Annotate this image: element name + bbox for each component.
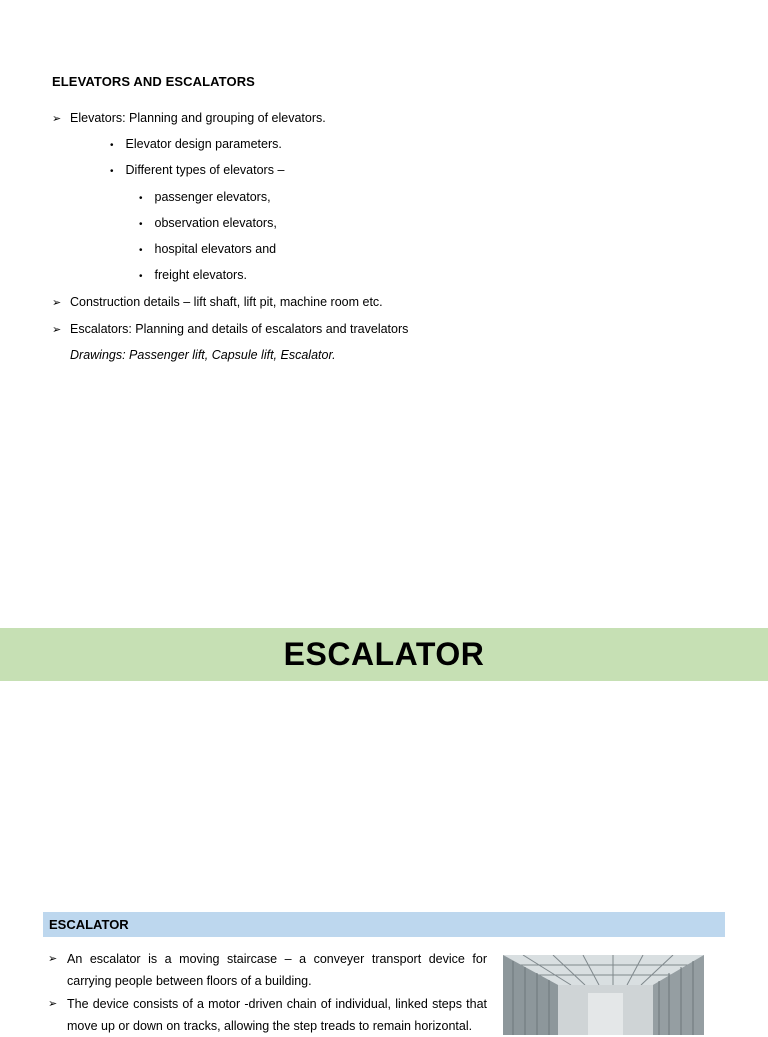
list-item — [52, 110, 326, 127]
list-item-text: passenger elevators, — [154, 190, 271, 204]
bullet-icon: • — [110, 166, 114, 177]
list-item — [139, 215, 277, 233]
section-header-bar — [43, 912, 725, 937]
escalator-photo — [503, 955, 704, 1035]
bullet-icon: • — [139, 271, 143, 282]
bullet-icon: • — [139, 219, 143, 230]
drawings-note: Drawings: Passenger lift, Capsule lift, Escalator. — [70, 348, 336, 362]
list-item-text: Construction details – lift shaft, lift pit, machine room etc. — [70, 295, 383, 309]
page-title: ELEVATORS AND ESCALATORS — [52, 74, 255, 89]
arrow-bullet-icon: ➢ — [48, 998, 58, 1010]
list-item — [110, 136, 282, 154]
list-item-text: Elevator design parameters. — [125, 137, 282, 151]
list-item — [52, 321, 408, 338]
arrow-bullet-icon: ➢ — [52, 297, 62, 309]
paragraph: An escalator is a moving staircase – a conveyer transport device for carrying people between floors of a building. — [67, 952, 487, 988]
list-item-text: Escalators: Planning and details of escalators and travelators — [70, 322, 409, 336]
arrow-bullet-icon: ➢ — [48, 953, 58, 965]
list-item — [110, 162, 284, 180]
escalator-photo-illustration — [503, 955, 704, 1035]
list-item — [139, 241, 276, 259]
bullet-icon: • — [139, 245, 143, 256]
list-item-text: hospital elevators and — [154, 242, 277, 256]
arrow-bullet-icon: ➢ — [52, 324, 62, 336]
section-title: ESCALATOR — [49, 917, 129, 932]
arrow-bullet-icon: ➢ — [52, 113, 62, 125]
list-item — [139, 189, 271, 207]
list-item-text: Elevators: Planning and grouping of elevators. — [70, 111, 326, 125]
list-item — [139, 267, 247, 285]
list-item — [52, 294, 383, 311]
list-item-text: observation elevators, — [154, 216, 277, 230]
bullet-icon: • — [139, 193, 143, 204]
bullet-icon: • — [110, 140, 114, 151]
list-item-text: freight elevators. — [154, 268, 247, 282]
banner-title: ESCALATOR — [283, 636, 485, 672]
paragraph: The device consists of a motor -driven chain of individual, linked steps that move up or down on tracks, allowing the step treads to remain horizontal. — [67, 997, 487, 1033]
list-item-text: Different types of elevators – — [125, 163, 285, 177]
